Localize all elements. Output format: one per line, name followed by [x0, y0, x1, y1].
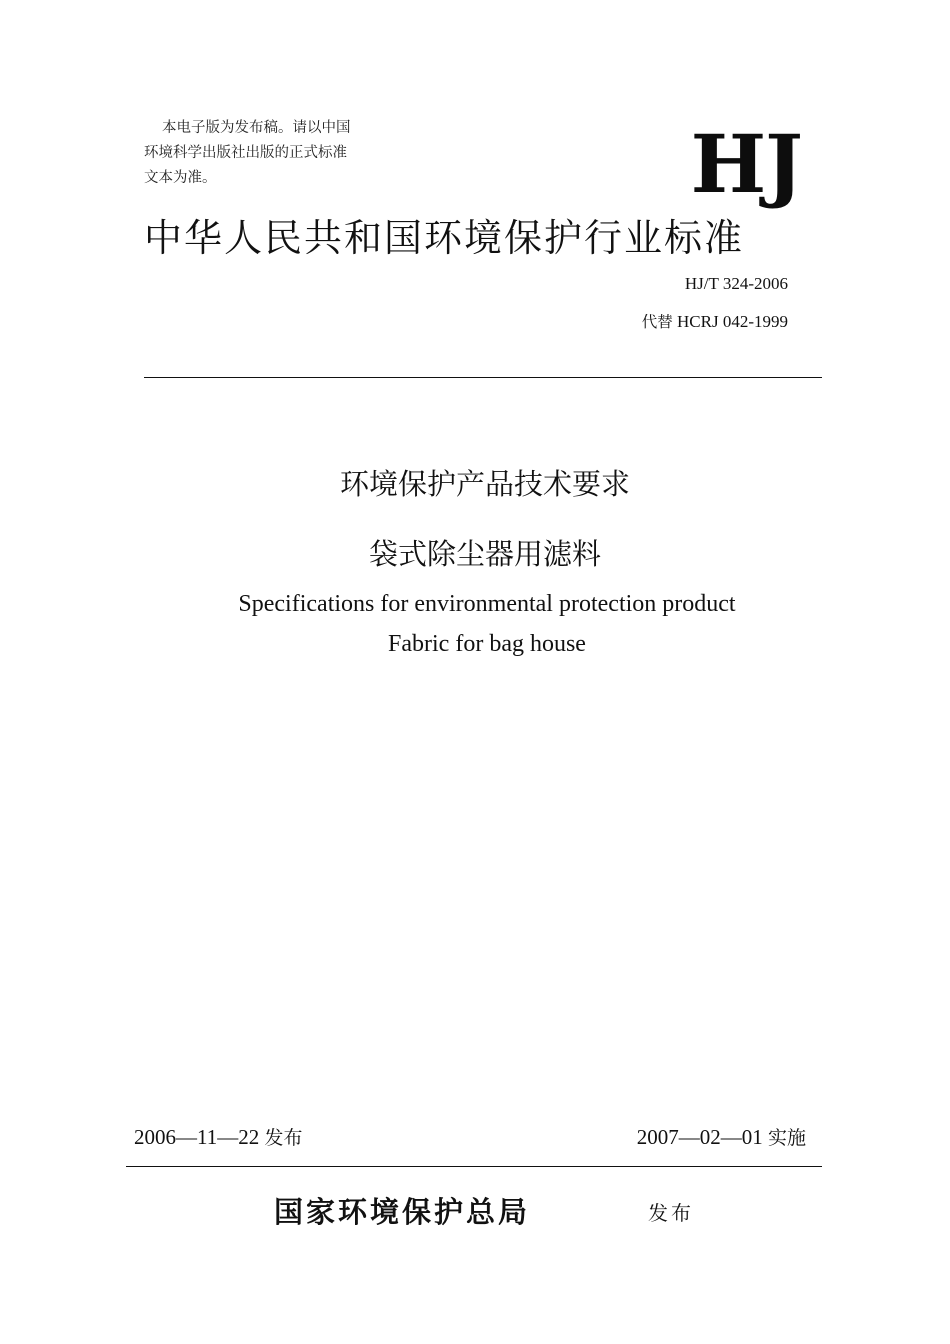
- top-divider: [144, 377, 822, 378]
- notice-line-3: 文本为准。: [144, 170, 217, 186]
- replaces-code-value: HCRJ 042-1999: [677, 312, 788, 331]
- publish-label: 发布: [264, 1127, 303, 1149]
- effective-date-value: 2007—02—01: [636, 1125, 763, 1149]
- title-cn-line-2: 袋式除尘器用滤料: [368, 537, 601, 571]
- notice-line-1: 本电子版为发布稿。请以中国: [162, 120, 351, 136]
- publish-date: [134, 1122, 303, 1153]
- notice-line-2: 环境科学出版社出版的正式标准: [144, 145, 347, 161]
- title-en-line-2: Fabric for bag house: [388, 631, 586, 657]
- bottom-divider: [126, 1166, 822, 1167]
- replaces-code: [642, 310, 788, 334]
- standard-code: HJ/T 324-2006: [684, 274, 788, 293]
- effective-date: [637, 1122, 806, 1153]
- issuer-suffix: 发布: [648, 1201, 694, 1225]
- issuer-name: 国家环境保护总局: [274, 1195, 531, 1229]
- notice-text: [144, 116, 394, 191]
- effective-label: 实施: [767, 1127, 806, 1149]
- title-cn-line-1: 环境保护产品技术要求: [339, 467, 630, 501]
- standard-category-title: 中华人民共和国环境保护行业标准: [144, 216, 745, 260]
- title-en-line-1: Specifications for environmental protection product: [238, 591, 736, 617]
- publish-date-value: 2006—11—22: [134, 1125, 260, 1149]
- hj-logo: HJ: [690, 117, 802, 211]
- replaces-label: 代替: [641, 313, 673, 331]
